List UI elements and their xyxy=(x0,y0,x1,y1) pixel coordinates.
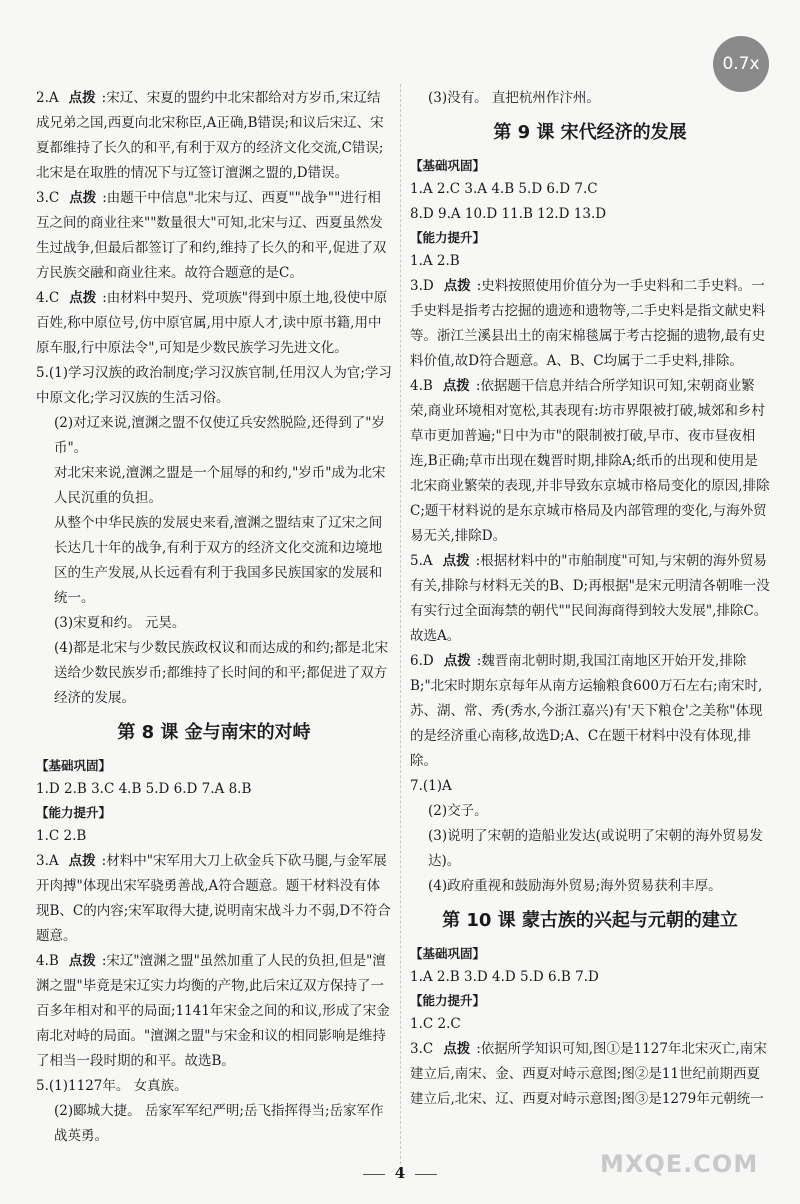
answer-line: (4)政府重视和鼓励海外贸易;海外贸易获利丰厚。 xyxy=(428,878,722,894)
lesson-title: 第 10 课 蒙古族的兴起与元朝的建立 xyxy=(442,910,738,931)
answer-key: 8.D 9.A 10.D 11.B 12.D 13.D xyxy=(410,206,607,222)
answer-line: (3)宋夏和约。 元昊。 xyxy=(54,615,186,631)
answer-key: 1.A 2.C 3.A 4.B 5.D 6.D 7.C xyxy=(410,181,598,197)
answer-item: 6.D 点拨 :魏晋南北朝时期,我国江南地区开始开发,排除B;"北宋时期东京每年从南方运输粮食600万石左右;南宋时,苏、湖、常、秀(秀水,今浙江嘉兴)有'天下粮仓'之美称"体现的是经济重心南移,故选D;A、C在题干材料中没有体现,排除。 xyxy=(410,653,763,769)
answer-key: 1.D 2.B 3.C 4.B 5.D 6.D 7.A 8.B xyxy=(36,781,252,797)
answer-item: 2.A 点拨 :宋辽、宋夏的盟约中北宋都给对方岁币,宋辽结成兄弟之国,西夏向北宋称臣,A正确,B错误;和议后宋辽、宋夏都维持了长久的和平,有利于双方的经济文化交流,C错误;北宋是在取胜的情况下与辽签订澶渊之盟的,D错误。 xyxy=(36,90,384,181)
watermark-logo: MXQE.COM xyxy=(600,1150,759,1178)
answer-item: 4.B 点拨 :依据题干信息并结合所学知识可知,宋朝商业繁荣,商业环境相对宽松,其表现有:坊市界限被打破,城郊和乡村草市更加普遍;"日中为市"的限制被打破,早市、夜市昼夜相连,B正确;草市出现在魏晋时期,排除A;纸币的出现和使用是北宋商业繁荣的表现,并非导致东京城市格局变化的原因,排除C;题干材料说的是东京城市格局及内部管理的变化,与海外贸易无关,排除D。 xyxy=(410,378,770,544)
answer-line: 从整个中华民族的发展史来看,澶渊之盟结束了辽宋之间长达几十年的战争,有利于双方的经济文化交流和边境地区的生产发展,从长远看有利于我国多民族国家的发展和统一。 xyxy=(54,515,383,606)
page-number: 4 xyxy=(0,1164,800,1182)
answer-line: (2)对辽来说,澶渊之盟不仅使辽兵安然脱险,还得到了"岁币"。 xyxy=(54,415,385,456)
answer-item: 3.C 点拨 :依据所学知识可知,图①是1127年北宋灭亡,南宋建立后,南宋、金、西夏对峙示意图;图②是11世纪前期西夏建立后,北宋、辽、西夏对峙示意图;图③是1279年元朝统一 xyxy=(410,1041,767,1107)
answer-item: 5.(1)1127年。 女真族。 xyxy=(36,1078,188,1094)
answer-key: 1.A 2.B 3.D 4.D 5.D 6.B 7.D xyxy=(410,969,599,985)
answer-line: (2)郾城大捷。 岳家军军纪严明;岳飞指挥得当;岳家军作战英勇。 xyxy=(54,1103,384,1144)
zoom-level-badge[interactable]: 0.7x xyxy=(713,36,769,92)
answer-key: 1.C 2.C xyxy=(410,1016,461,1032)
answer-item: 5.A 点拨 :根据材料中的"市舶制度"可知,与宋朝的海外贸易有关,排除与材料无关的B、D;再根据"是宋元明清各朝唯一没有实行过全面海禁的朝代""民间海商得到较大发展",排除C。故选A。 xyxy=(410,553,770,644)
answer-item: 3.A 点拨 :材料中"宋军用大刀上砍金兵下砍马腿,与金军展开肉搏"体现出宋军骁勇善战,A符合题意。题干材料没有体现B、C的内容;宋军取得大捷,说明南宋战斗力不弱,D不符合题意。 xyxy=(36,853,391,944)
answer-item: 4.B 点拨 :宋辽"澶渊之盟"虽然加重了人民的负担,但是"澶渊之盟"毕竟是宋辽实力均衡的产物,此后宋辽双方保持了一百多年相对和平的局面;1141年宋金之间的和议,形成了宋金南北对峙的局面。"澶渊之盟"与宋金和议的相同影响是维持了相当一段时期的和平。故选B。 xyxy=(36,953,390,1069)
answer-line: (4)都是北宋与少数民族政权议和而达成的和约;都是北宋送给少数民族岁币;都维持了长时间的和平;都促进了双方经济的发展。 xyxy=(54,640,389,706)
section-label: 【基础巩固】 xyxy=(36,758,112,773)
answer-item: 3.D 点拨 :史料按照使用价值分为一手史料和二手史料。一手史料是指考古挖掘的遗迹和遗物等,二手史料是指文献史料等。浙江兰溪县出土的南宋棉毯属于考古挖掘的遗物,最有史料价值,故D符合题意。A、B、C均属于二手史料,排除。 xyxy=(410,278,766,369)
answer-line: (3)没有。 直把杭州作汴州。 xyxy=(428,90,600,106)
section-label: 【能力提升】 xyxy=(410,230,486,245)
answer-line: 7.(1)A xyxy=(410,778,452,794)
lesson-title: 第 8 课 金与南宋的对峙 xyxy=(117,722,311,743)
column-divider xyxy=(400,84,401,1164)
answer-item: 5.(1)学习汉族的政治制度;学习汉族官制,任用汉人为官;学习中原文化;学习汉族的生活习俗。 xyxy=(36,365,392,406)
answer-line: (2)交子。 xyxy=(428,803,488,819)
answer-item: 4.C 点拨 :由材料中契丹、党项族"得到中原土地,役使中原百姓,称中原位号,仿中原官属,用中原人才,读中原书籍,用中原车服,行中原法令",可知是少数民族学习先进文化。 xyxy=(36,290,388,356)
answer-line: (3)说明了宋朝的造船业发达(或说明了宋朝的海外贸易发达)。 xyxy=(428,828,763,869)
answer-key: 1.C 2.B xyxy=(36,828,87,844)
lesson-title: 第 9 课 宋代经济的发展 xyxy=(493,122,687,143)
section-label: 【基础巩固】 xyxy=(410,158,486,173)
answer-line: 对北宋来说,澶渊之盟是一个屈辱的和约,"岁币"成为北宋人民沉重的负担。 xyxy=(54,465,386,506)
section-label: 【能力提升】 xyxy=(410,993,486,1008)
answer-item: 3.C 点拨 :由题干中信息"北宋与辽、西夏""战争""进行相互之间的商业往来""数量很大"可知,北宋与辽、西夏虽然发生过战争,但最后都签订了和约,维持了长久的和平,促进了双方民族交融和商业往来。故符合题意的是C。 xyxy=(36,190,387,281)
section-label: 【能力提升】 xyxy=(36,805,112,820)
right-column xyxy=(410,86,770,1112)
section-label: 【基础巩固】 xyxy=(410,946,486,961)
answer-key: 1.A 2.B xyxy=(410,253,460,269)
left-column xyxy=(36,86,392,1149)
